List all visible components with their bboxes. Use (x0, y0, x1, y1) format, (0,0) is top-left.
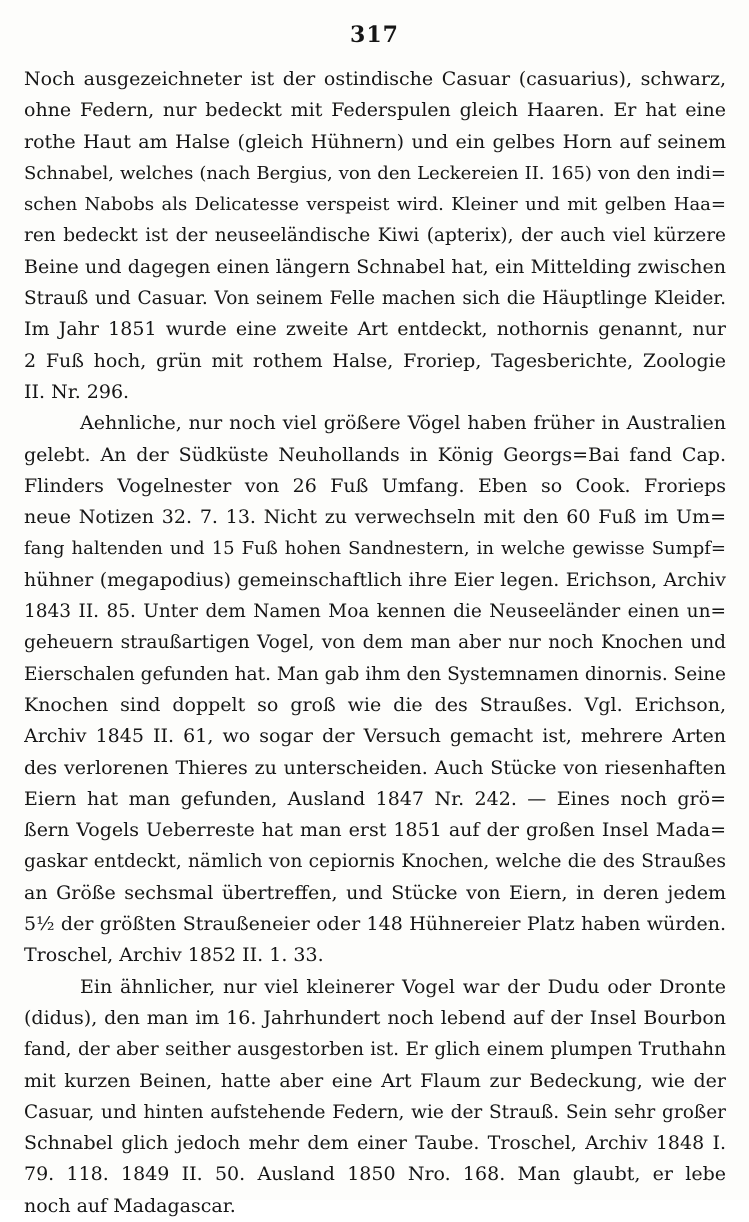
text-line: Archiv 1845 II. 61, wo sogar der Versuch gemacht ist, mehrere Arten (24, 725, 726, 748)
text-line: Casuar, und hinten aufstehende Federn, wie der Strauß. Sein sehr großer (24, 1101, 726, 1123)
text-line: geheuern straußartigen Vogel, von dem man aber nur noch Knochen und (24, 632, 726, 654)
paragraph-australia (24, 408, 726, 971)
text-line: schen Nabobs als Delicatesse verspeist wird. Kleiner und mit gelben Haa= (24, 194, 726, 216)
text-line: neue Notizen 32. 7. 13. Nicht zu verwechseln mit den 60 Fuß im Um= (24, 506, 726, 529)
text-line: Schnabel, welches (nach Bergius, von den Leckereien II. 165) von den indi= (24, 162, 726, 184)
text-line: Noch ausgezeichneter ist der ostindische Casuar (casuarius), schwarz, (24, 68, 726, 90)
text-line: Flinders Vogelnester von 26 Fuß Umfang. Eben so Cook. Frorieps (24, 474, 726, 497)
text-line: mit kurzen Beinen, hatte aber eine Art Flaum zur Bedeckung, wie der (24, 1069, 726, 1092)
text-line: fand, der aber seither ausgestorben ist. Er glich einem plumpen Truthahn (24, 1039, 726, 1061)
text-line: 1843 II. 85. Unter dem Namen Moa kennen die Neuseeländer einen un= (24, 601, 726, 623)
text-line: Knochen sind doppelt so groß wie die des Straußes. Vgl. Erichson, (24, 693, 726, 716)
text-line: ßern Vogels Ueberreste hat man erst 1851 auf der großen Insel Mada= (24, 819, 726, 842)
text-line: 2 Fuß hoch, grün mit rothem Halse, Froriep, Tagesberichte, Zoologie (24, 349, 726, 372)
text-line: Beine und dagegen einen längern Schnabel hat, ein Mittelding zwischen (24, 255, 726, 278)
text-line: fang haltenden und 15 Fuß hohen Sandnestern, in welche gewisse Sumpf= (24, 538, 726, 560)
text-line: Strauß und Casuar. Von seinem Felle machen sich die Häuptlinge Kleider. (24, 288, 726, 310)
text-line: noch auf Madagascar. (24, 1194, 236, 1217)
text-line: 79. 118. 1849 II. 50. Ausland 1850 Nro. 168. Man glaubt, er lebe (24, 1163, 726, 1186)
text-line: Eiern hat man gefunden, Ausland 1847 Nr. 242. — Eines noch grö= (24, 787, 726, 810)
text-line: gelebt. An der Südküste Neuhollands in König Georgs=Bai fand Cap. (24, 443, 726, 466)
text-line: 5½ der größten Straußeneier oder 148 Hühnereier Platz haben würden. (24, 913, 726, 936)
text-line: Troschel, Archiv 1852 II. 1. 33. (24, 944, 324, 967)
text-line: des verlorenen Thieres zu unterscheiden. Auch Stücke von riesenhaften (24, 756, 726, 779)
paragraph-dodo (24, 972, 726, 1222)
text-line: Eierschalen gefunden hat. Man gab ihm den Systemnamen dinornis. Seine (24, 663, 726, 685)
text-line: Aehnliche, nur noch viel größere Vögel haben früher in Australien (80, 412, 726, 435)
text-line: Ein ähnlicher, nur viel kleinerer Vogel war der Dudu oder Dronte (80, 975, 726, 998)
page-number: 317 (350, 22, 399, 48)
text-line: hühner (megapodius) gemeinschaftlich ihre Eier legen. Erichson, Archiv (24, 568, 726, 591)
text-line: rothe Haut am Halse (gleich Hühnern) und ein gelbes Horn auf seinem (24, 130, 726, 153)
text-line: ohne Federn, nur bedeckt mit Federspulen gleich Haaren. Er hat eine (24, 99, 726, 122)
text-line: an Größe sechsmal übertreffen, und Stücke von Eiern, in deren jedem (24, 881, 726, 904)
text-line: II. Nr. 296. (24, 380, 130, 403)
text-line: Schnabel glich jedoch mehr dem einer Taube. Troschel, Archiv 1848 I. (24, 1132, 726, 1155)
body-text (24, 64, 726, 1222)
text-line: Im Jahr 1851 wurde eine zweite Art entdeckt, nothornis genannt, nur (24, 318, 726, 341)
text-line: (didus), den man im 16. Jahrhundert noch lebend auf der Insel Bourbon (24, 1006, 726, 1029)
text-line: gaskar entdeckt, nämlich von cepiornis Knochen, welche die des Straußes (24, 851, 726, 873)
text-line: ren bedeckt ist der neuseeländische Kiwi (apterix), der auch viel kürzere (24, 225, 726, 247)
paragraph-casuar (24, 64, 726, 408)
